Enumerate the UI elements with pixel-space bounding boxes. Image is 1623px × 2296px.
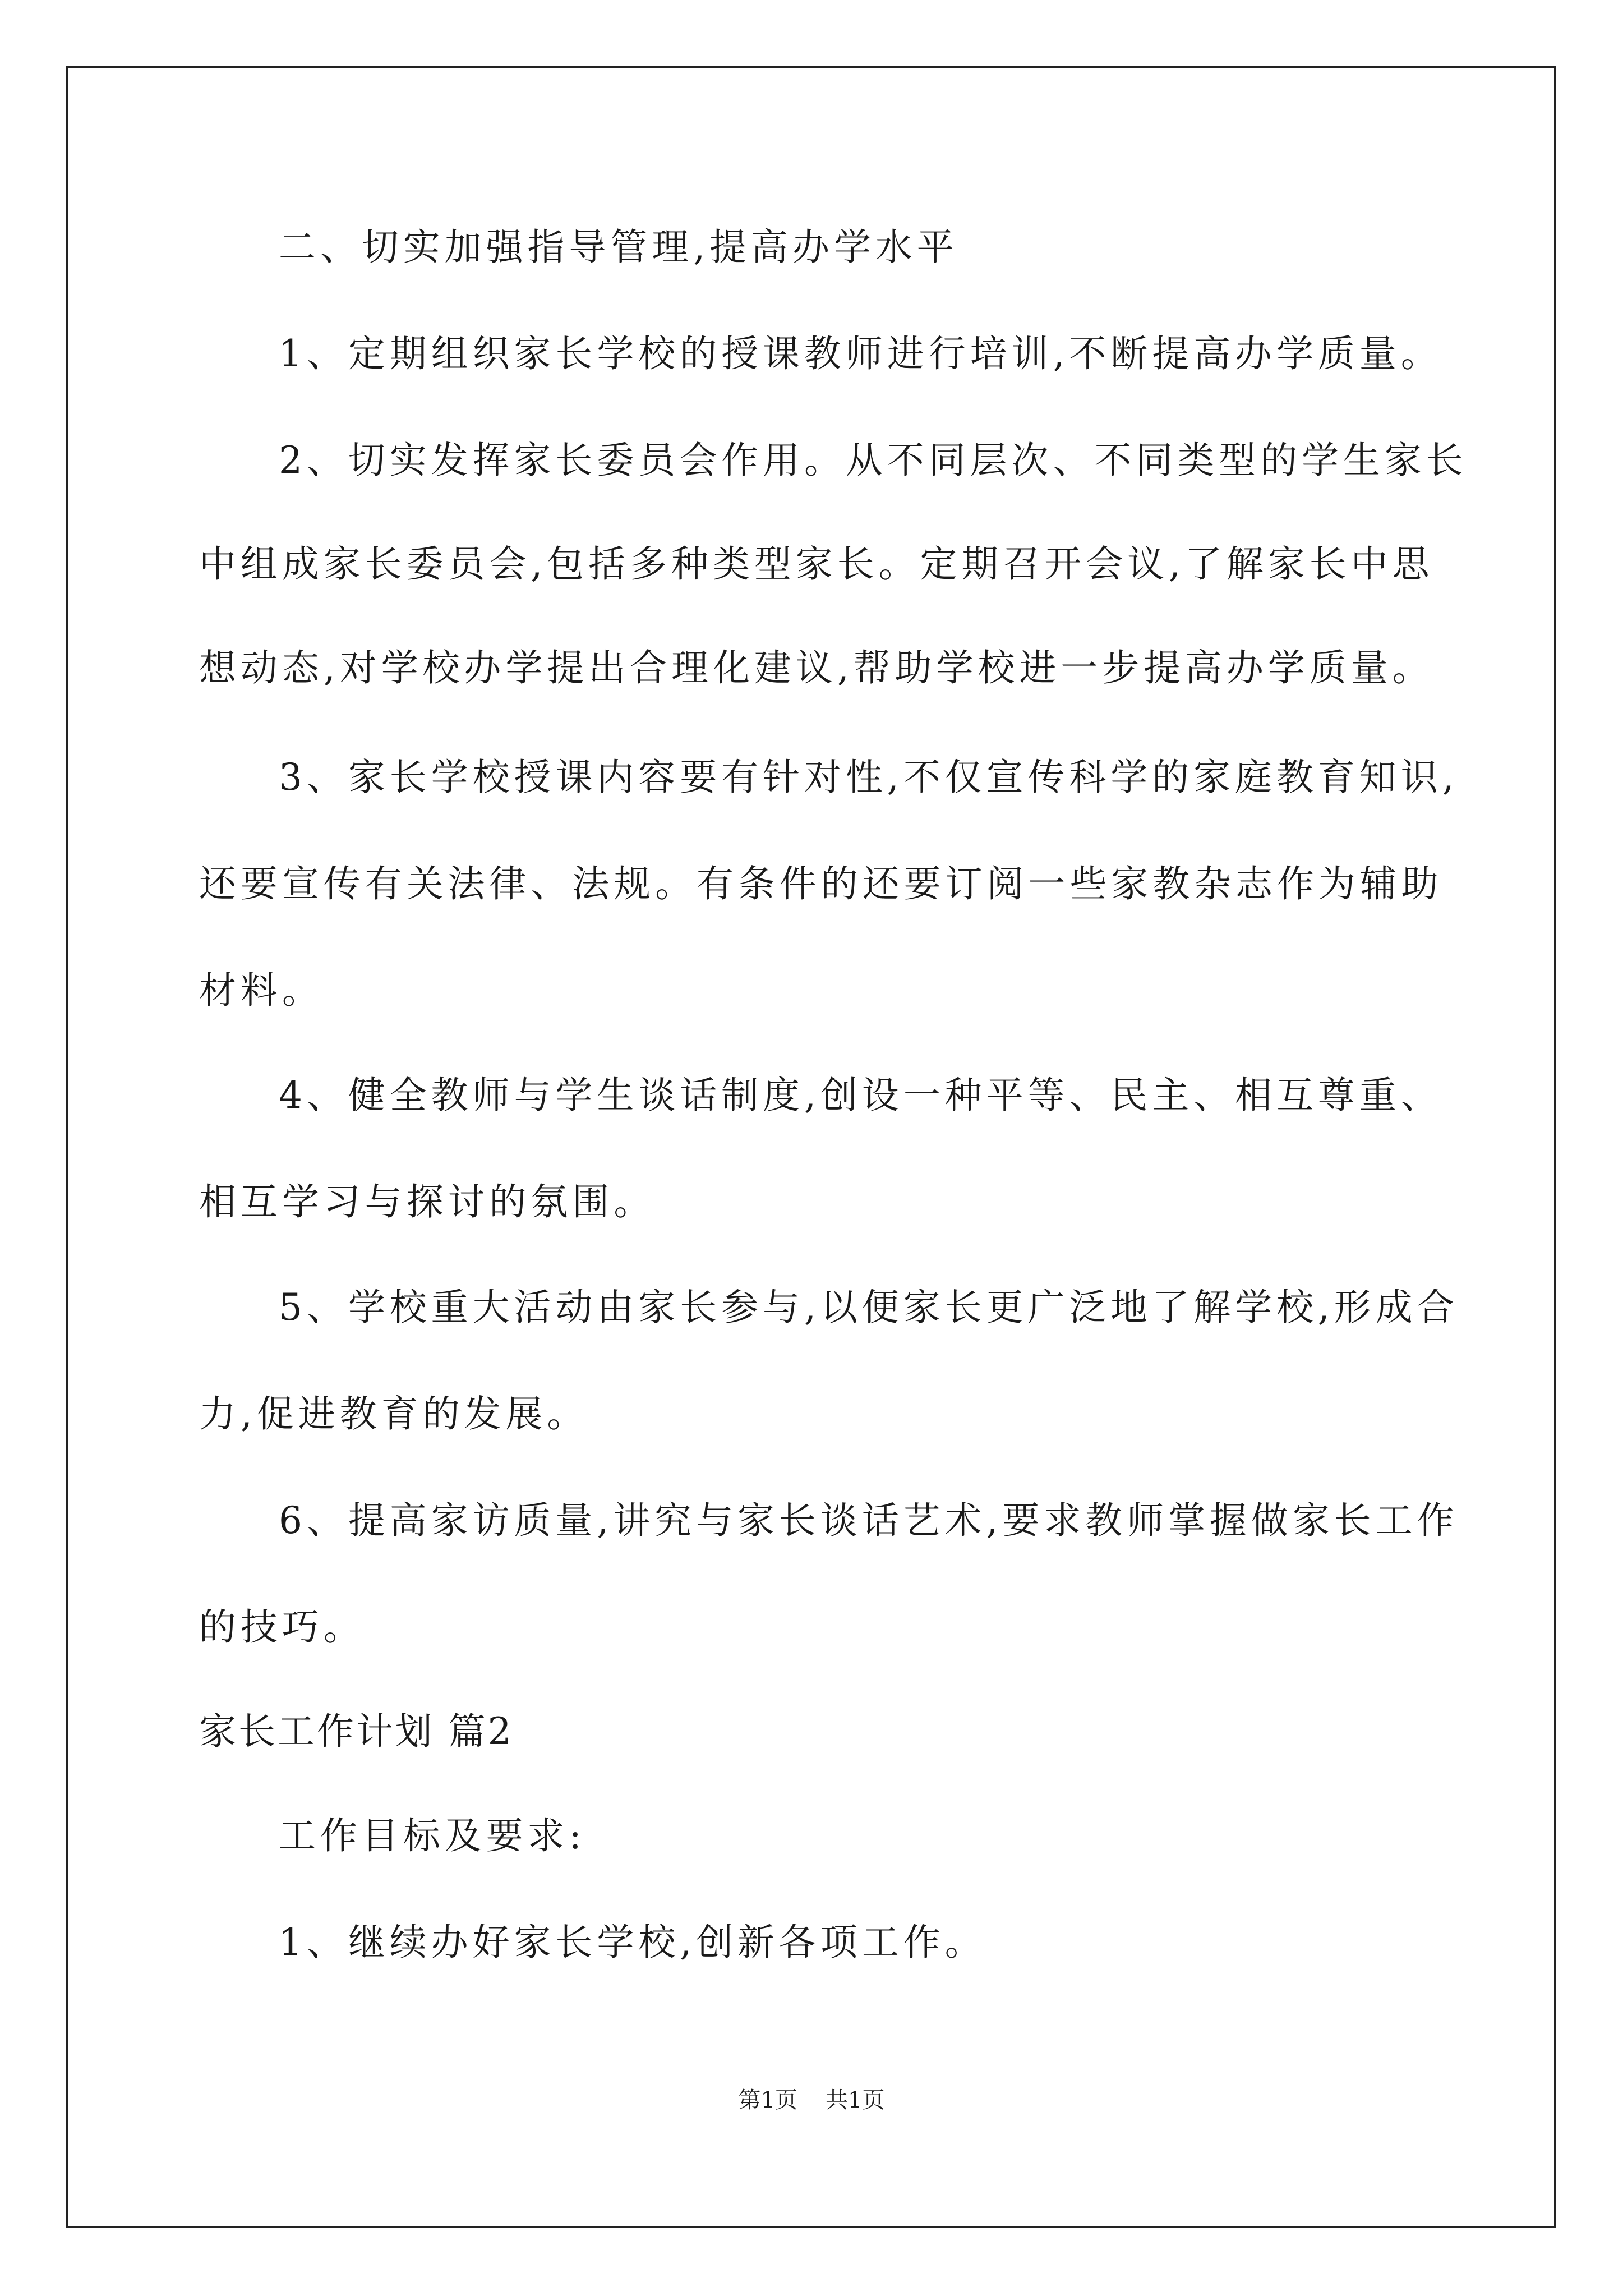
paragraph-item-2 bbox=[199, 439, 1468, 689]
text-line: 力,促进教育的发展。 bbox=[199, 1392, 589, 1435]
text-line: 5、学校重大活动由家长参与,以便家长更广泛地了解学校,形成合 bbox=[279, 1286, 1459, 1329]
paragraph-item-1 bbox=[199, 332, 1442, 375]
text-line: 1、定期组织家长学校的授课教师进行培训,不断提高办学质量。 bbox=[279, 332, 1442, 375]
page-total: 共1页 bbox=[826, 2087, 885, 2113]
text-line: 的技巧。 bbox=[199, 1605, 365, 1649]
paragraph-item-5 bbox=[199, 1286, 1459, 1435]
text-line: 家长工作计划 篇2 bbox=[199, 1710, 514, 1753]
text-line: 2、切实发挥家长委员会作用。从不同层次、不同类型的学生家长 bbox=[279, 439, 1468, 482]
text-line: 还要宣传有关法律、法规。有条件的还要订阅一些家教杂志作为辅助 bbox=[199, 862, 1443, 905]
text-line: 1、继续办好家长学校,创新各项工作。 bbox=[279, 1921, 986, 1964]
text-line: 工作目标及要求: bbox=[279, 1814, 586, 1857]
text-line: 中组成家长委员会,包括多种类型家长。定期召开会议,了解家长中思 bbox=[199, 542, 1434, 586]
section-heading bbox=[199, 226, 958, 269]
text-line: 相互学习与探讨的氛围。 bbox=[199, 1180, 656, 1223]
paragraph-item-6 bbox=[199, 1499, 1459, 1649]
text-line: 二、切实加强指导管理,提高办学水平 bbox=[279, 226, 958, 269]
text-line: 材料。 bbox=[199, 969, 324, 1012]
paragraph-goal-1 bbox=[199, 1921, 986, 1964]
text-line: 想动态,对学校办学提出合理化建议,帮助学校进一步提高办学质量。 bbox=[199, 646, 1434, 689]
page-number: 第1页 bbox=[738, 2087, 797, 2113]
text-line: 4、健全教师与学生谈话制度,创设一种平等、民主、相互尊重、 bbox=[279, 1074, 1442, 1117]
paragraph-item-3 bbox=[199, 756, 1459, 1012]
text-line: 3、家长学校授课内容要有针对性,不仅宣传科学的家庭教育知识, bbox=[279, 756, 1459, 799]
page-footer bbox=[0, 2089, 1623, 2111]
section-title bbox=[199, 1710, 514, 1753]
paragraph-item-4 bbox=[199, 1074, 1442, 1223]
paragraph-goals-intro bbox=[199, 1814, 586, 1857]
text-line: 6、提高家访质量,讲究与家长谈话艺术,要求教师掌握做家长工作 bbox=[279, 1499, 1459, 1542]
